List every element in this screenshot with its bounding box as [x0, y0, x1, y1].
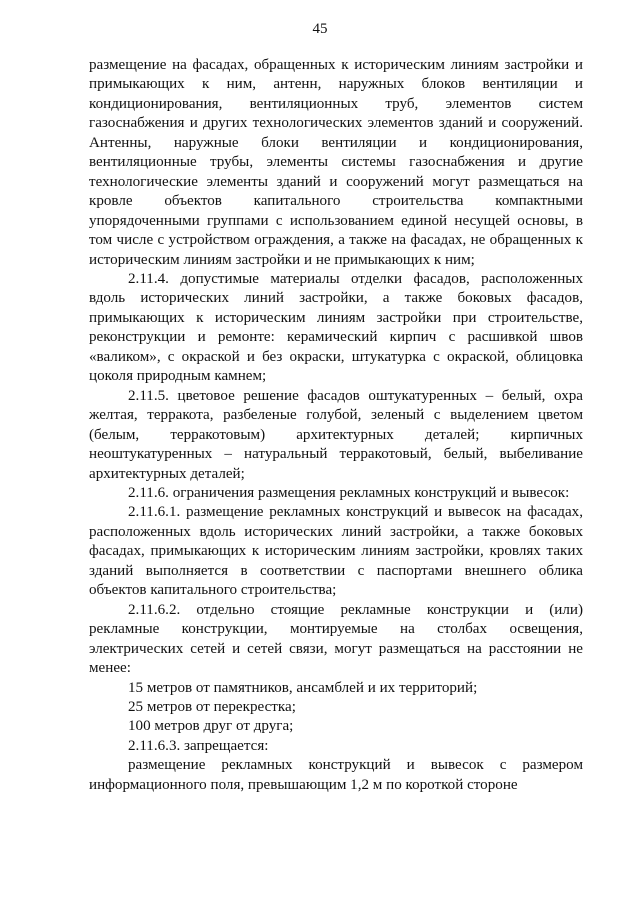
paragraph-2-11-6-2: 2.11.6.2. отдельно стоящие рекламные конструкции и (или) рекламные конструкции, монтируемые на столбах освещения, электрических сетей и сетей связи, могут размещаться на расстоянии не менее: — [89, 601, 583, 677]
paragraph-prohibited-placement: размещение рекламных конструкций и вывесок с размером информационного поля, превышающим 1,2 м по короткой стороне — [89, 757, 583, 793]
paragraph-2-11-6-3: 2.11.6.3. запрещается: — [128, 737, 269, 754]
paragraph-2-11-4: 2.11.4. допустимые материалы отделки фасадов, расположенных вдоль исторических линий застройки, а также боковых фасадов, примыкающих к историческим линиям застройки при строительстве, реконструкции и ремонте: керамический кирпич с расшивкой швов «валиком», с окраской и без окраски, штукатурка с окраской, облицовка цоколя природным камнем; — [89, 270, 583, 385]
list-item-25-meters: 25 метров от перекрестка; — [128, 698, 296, 715]
page-number: 45 — [312, 21, 328, 37]
document-body — [89, 56, 583, 795]
paragraph-2-11-6-1: 2.11.6.1. размещение рекламных конструкций и вывесок на фасадах, расположенных вдоль исторических линий застройки, а также боковых фасадах, примыкающих к историческим линиям застройки, кровлях таких зданий выполняется в соответствии с паспортами внешнего облика объектов капитального строительства; — [89, 504, 583, 599]
paragraph-2-11-5: 2.11.5. цветовое решение фасадов оштукатуренных – белый, охра желтая, терракота, разбеленые голубой, зеленый с выделением цветом (белым, терракотовым) архитектурных деталей; кирпичных неоштукатуренных – натуральный терракотовый, белый, выбеливание архитектурных деталей; — [89, 387, 583, 482]
paragraph-2-11-6: 2.11.6. ограничения размещения рекламных конструкций и вывесок: — [128, 484, 570, 501]
paragraph-antennas-placement: размещение на фасадах, обращенных к историческим линиям застройки и примыкающих к ним, антенн, наружных блоков вентиляции и кондиционирования, вентиляционных труб, элементов систем газоснабжения и других технологических элементов зданий и сооружений. Антенны, наружные блоки вентиляции и кондиционирования, вентиляционные трубы, элементы системы газоснабжения и другие технологические элементы зданий и сооружений могут размещаться на кровле объектов капитального строительства компактными упорядоченными группами с использованием единой несущей основы, в том числе с устройством ограждения, а также на фасадах, не обращенных к историческим линиям застройки и не примыкающих к ним; — [89, 57, 583, 268]
list-item-100-meters: 100 метров друг от друга; — [128, 718, 294, 735]
list-item-15-meters: 15 метров от памятников, ансамблей и их территорий; — [128, 679, 478, 696]
